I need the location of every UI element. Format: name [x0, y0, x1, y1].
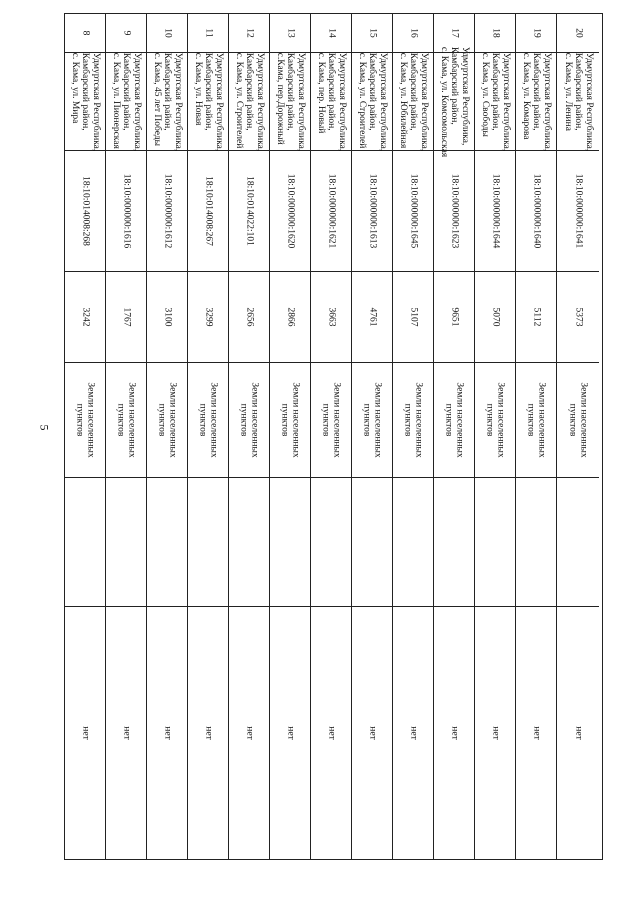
table-cell-blank [311, 478, 351, 607]
table-cell-area [65, 272, 105, 363]
cell-line: с. Кама, ул. Строителей [356, 52, 367, 148]
table-cell-note [147, 607, 187, 859]
cell-text-num: 14 [325, 28, 336, 38]
table-cell-note [311, 607, 351, 859]
cell-line: Камбарский район, [161, 52, 172, 131]
table-cell-area [106, 272, 146, 363]
cell-line: Земли населенных [85, 382, 96, 458]
table-cell-num [475, 14, 515, 53]
table-cell-num [188, 14, 228, 53]
table-cell-category [229, 363, 269, 478]
table-cell-num [311, 14, 351, 53]
page-number: 5 [37, 424, 52, 431]
table-row [311, 14, 352, 859]
cell-line: Земли населенных [578, 382, 588, 458]
cell-text-num: 11 [202, 28, 213, 38]
cell-text-area: 3299 [202, 307, 213, 327]
table-row [188, 14, 229, 859]
table-cell-cadastral [188, 151, 228, 272]
cell-text-address [151, 52, 183, 151]
table-cell-cadastral [311, 151, 351, 272]
table-cell-num [352, 14, 392, 53]
cell-line: пунктов [74, 403, 85, 437]
cell-text-area: 3663 [325, 307, 336, 327]
cell-text-num: 9 [120, 30, 131, 36]
cell-text-area: 5373 [572, 307, 583, 327]
cell-line: с. Кама, ул. Юбилейная [397, 52, 408, 148]
table-cell-address [311, 53, 351, 151]
table-cell-num [557, 14, 599, 53]
table-cell-area [393, 272, 433, 363]
cell-text-num: 16 [407, 28, 418, 38]
table-cell-category [393, 363, 433, 478]
table-row [434, 14, 475, 859]
cell-line: Удмуртская Республика, [500, 52, 511, 151]
table-cell-cadastral [352, 151, 392, 272]
table-cell-blank [229, 478, 269, 607]
cell-line: пунктов [443, 403, 454, 437]
cell-text-num: 13 [284, 28, 295, 38]
table-cell-area [516, 272, 556, 363]
table-cell-area [188, 272, 228, 363]
cell-line: Земли населенных [208, 382, 218, 458]
cell-text-cadastral: 18:10:014008:268 [80, 176, 90, 246]
cell-text-category [238, 382, 259, 457]
table-cell-blank [475, 478, 515, 607]
cell-text-area: 3100 [161, 307, 172, 327]
cell-line: Удмуртская Республика, [377, 52, 388, 151]
cell-line: Удмуртская Республика, [583, 52, 594, 151]
cell-text-num: 17 [448, 28, 459, 38]
table-cell-address [106, 53, 146, 151]
table-row [393, 14, 434, 859]
table-cell-area [352, 272, 392, 363]
cell-text-address [110, 52, 142, 151]
cell-text-address [397, 52, 429, 151]
cell-text-category [74, 382, 95, 457]
table-cell-note [557, 607, 599, 859]
cell-line: Земли населенных [536, 382, 546, 458]
cell-line: Удмуртская Республика, [418, 52, 429, 151]
cell-text-cadastral: 18:10:000000:1645 [407, 173, 418, 249]
table-cell-blank [147, 478, 187, 607]
table-cell-num [106, 14, 146, 53]
cell-line: Удмуртская Республика, [295, 52, 306, 151]
cell-text-cadastral: 18:10:000000:1640 [530, 173, 541, 249]
cell-line: пунктов [197, 403, 208, 437]
table-row [147, 14, 188, 859]
table-cell-address [393, 53, 433, 151]
cell-text-note: нет [243, 726, 254, 740]
cell-text-area: 3242 [80, 307, 90, 327]
table-cell-address [434, 46, 474, 157]
cell-text-num: 10 [161, 28, 172, 38]
table-cell-category [352, 363, 392, 478]
cell-text-category [484, 382, 505, 457]
cell-line: Удмуртская Республика, [254, 52, 265, 151]
cell-text-address [69, 52, 101, 151]
table-cell-note [352, 607, 392, 859]
table-cell-address [229, 53, 269, 151]
cell-line: Земли населенных [167, 382, 177, 458]
table-cell-blank [65, 478, 105, 607]
table-cell-category [557, 363, 599, 478]
land-plots-table [64, 13, 603, 860]
cell-text-cadastral: 18:10:000000:1612 [161, 173, 172, 249]
cell-text-category [443, 382, 464, 457]
cell-text-note: нет [448, 726, 459, 740]
cell-text-area: 5070 [489, 307, 500, 327]
cell-line: с. Кама, ул. Пионерская [110, 52, 121, 149]
cell-line: Удмуртская Республика, [172, 52, 183, 151]
cell-text-num: 19 [530, 28, 541, 38]
cell-line: Камбарский район, [572, 52, 583, 131]
cell-line: Земли населенных [331, 382, 341, 458]
cell-text-address [520, 52, 552, 151]
cell-line: Земли населенных [126, 382, 136, 458]
table-cell-note [434, 607, 474, 859]
table-cell-cadastral [270, 151, 310, 272]
cell-line: Земли населенных [372, 382, 382, 458]
cell-line: Удмуртская Республика, [131, 52, 142, 151]
table-cell-note [393, 607, 433, 859]
table-cell-num [270, 14, 310, 53]
cell-text-num: 15 [366, 28, 377, 38]
cell-line: пунктов [484, 403, 495, 437]
cell-line: Камбарский район, [243, 52, 254, 131]
cell-text-area: 1767 [120, 307, 131, 327]
cell-line: с. Кама, ул. Ленина [562, 52, 573, 131]
cell-text-cadastral: 18:10:014008:267 [202, 176, 213, 246]
cell-text-area: 5112 [530, 307, 541, 327]
table-cell-blank [557, 478, 599, 607]
cell-text-category [402, 382, 423, 457]
cell-text-address [479, 52, 511, 151]
table-row [516, 14, 557, 859]
cell-text-cadastral: 18:10:014022:101 [243, 176, 254, 246]
cell-text-category [279, 382, 300, 457]
cell-text-note: нет [530, 726, 541, 740]
cell-line: с. Кама, пер. Новый [315, 52, 326, 133]
cell-text-address [192, 52, 224, 151]
cell-text-cadastral: 18:10:000000:1623 [448, 173, 459, 249]
table-cell-num [393, 14, 433, 53]
table-row [65, 14, 106, 859]
cell-line: Камбарский район, [448, 46, 459, 125]
cell-text-note: нет [489, 726, 500, 740]
cell-line: Удмуртская Республика, [541, 52, 552, 151]
cell-text-cadastral: 18:10:000000:1613 [366, 173, 377, 249]
cell-text-area: 4761 [366, 307, 377, 327]
cell-text-category [156, 382, 177, 457]
cell-line: пунктов [402, 403, 413, 437]
table-cell-num [516, 14, 556, 53]
table-cell-category [147, 363, 187, 478]
cell-line: Земли населенных [413, 382, 423, 458]
table-cell-cadastral [106, 151, 146, 272]
table-row [270, 14, 311, 859]
cell-line: с. Кама, ул. Свободы [479, 52, 490, 137]
cell-line: Камбарский район, [407, 52, 418, 131]
table-cell-num [147, 14, 187, 53]
cell-text-area: 9651 [448, 307, 459, 327]
table-cell-address [475, 53, 515, 151]
table-cell-note [516, 607, 556, 859]
table-cell-area [147, 272, 187, 363]
cell-text-area: 5107 [407, 307, 418, 327]
cell-text-note: нет [325, 726, 336, 740]
table-cell-category [65, 363, 105, 478]
cell-line: с. Кама, 45 лет Победы [151, 52, 162, 146]
table-row [106, 14, 147, 859]
table-cell-category [188, 363, 228, 478]
cell-text-note: нет [161, 726, 172, 740]
cell-line: Удмуртская Республика, [213, 52, 224, 151]
cell-line: Удмуртская Республика, [90, 52, 101, 151]
cell-text-category [525, 382, 546, 457]
table-cell-category [475, 363, 515, 478]
cell-line: Удмуртская Республика, [336, 52, 347, 151]
cell-line: с. Кама, ул. Мира [69, 52, 80, 123]
table-cell-cadastral [393, 151, 433, 272]
cell-text-category [567, 382, 588, 457]
cell-line: Земли населенных [495, 382, 505, 458]
cell-text-cadastral: 18:10:000000:1616 [120, 173, 131, 249]
cell-line: Земли населенных [290, 382, 300, 458]
cell-line: Камбарский район, [120, 52, 131, 131]
table-row [557, 14, 599, 859]
cell-line: Камбарский район, [366, 52, 377, 131]
table-cell-note [229, 607, 269, 859]
table-cell-blank [270, 478, 310, 607]
table-cell-address [516, 53, 556, 151]
cell-text-note: нет [407, 726, 418, 740]
cell-text-cadastral: 18:10:000000:1644 [489, 173, 500, 249]
cell-line: Камбарский район, [202, 52, 213, 131]
table-cell-blank [106, 478, 146, 607]
cell-line: пунктов [361, 403, 372, 437]
cell-text-num: 12 [243, 28, 254, 38]
cell-text-cadastral: 18:10:000000:1621 [325, 173, 336, 249]
cell-text-note: нет [284, 726, 295, 740]
cell-text-address [438, 46, 470, 156]
cell-line: Камбарский район, [284, 52, 295, 131]
table-cell-note [475, 607, 515, 859]
cell-line: Камбарский район, [530, 52, 541, 131]
table-cell-area [475, 272, 515, 363]
table-cell-category [516, 363, 556, 478]
cell-line: Земли населенных [454, 382, 464, 458]
table-cell-blank [516, 478, 556, 607]
table-cell-note [65, 607, 105, 859]
cell-line: Камбарский район, [489, 52, 500, 131]
cell-text-note: нет [572, 726, 583, 740]
table-cell-note [270, 607, 310, 859]
table-cell-cadastral [475, 151, 515, 272]
table-cell-address [352, 53, 392, 151]
cell-line: с. Кама, ул. Строителей [233, 52, 244, 148]
table-cell-num [65, 14, 105, 53]
table-cell-blank [352, 478, 392, 607]
table-cell-cadastral [516, 151, 556, 272]
cell-text-num: 20 [572, 28, 583, 38]
cell-text-note: нет [366, 726, 377, 740]
cell-line: Удмуртская Республика, [459, 46, 470, 145]
table-row [229, 14, 270, 859]
table-cell-category [270, 363, 310, 478]
table-cell-address [65, 53, 105, 151]
table-row [352, 14, 393, 859]
cell-text-area: 2866 [284, 307, 295, 327]
cell-line: с.Кама, пер.Дорожный [274, 52, 285, 145]
cell-line: пунктов [279, 403, 290, 437]
cell-text-area: 2656 [243, 307, 254, 327]
cell-line: пунктов [156, 403, 167, 437]
table-cell-cadastral [229, 151, 269, 272]
cell-text-address [356, 52, 388, 151]
table-cell-area [557, 272, 599, 363]
table-cell-cadastral [147, 151, 187, 272]
cell-text-note: нет [120, 726, 131, 740]
table-cell-cadastral [65, 151, 105, 272]
cell-line: пунктов [525, 403, 536, 437]
cell-line: пунктов [320, 403, 331, 437]
table-row [475, 14, 516, 859]
cell-line: пунктов [567, 403, 578, 437]
cell-line: Камбарский район, [325, 52, 336, 131]
cell-text-category [197, 382, 218, 457]
table-cell-note [106, 607, 146, 859]
table-cell-note [188, 607, 228, 859]
table-cell-area [229, 272, 269, 363]
table-cell-cadastral [434, 151, 474, 272]
cell-text-address [233, 52, 265, 151]
table-cell-category [311, 363, 351, 478]
cell-text-cadastral: 18:10:000000:1620 [284, 173, 295, 249]
cell-text-cadastral: 18:10:000000:1641 [572, 173, 583, 249]
cell-text-address [562, 52, 594, 151]
cell-text-num: 18 [489, 28, 500, 38]
cell-text-address [315, 52, 347, 151]
table-cell-address [147, 53, 187, 151]
table-cell-blank [393, 478, 433, 607]
cell-line: с. Кама, ул. Комсомольская [438, 46, 449, 157]
table-cell-address [188, 53, 228, 151]
table-cell-cadastral [557, 151, 599, 272]
cell-text-category [361, 382, 382, 457]
table-cell-area [270, 272, 310, 363]
cell-line: Камбарский район, [80, 52, 90, 131]
cell-text-address [274, 52, 306, 151]
table-cell-address [557, 53, 599, 151]
cell-line: Земли населенных [249, 382, 259, 458]
table-cell-area [434, 272, 474, 363]
table-cell-category [434, 363, 474, 478]
table-cell-area [311, 272, 351, 363]
table-cell-address [270, 53, 310, 151]
table-cell-blank [434, 478, 474, 607]
table-cell-blank [188, 478, 228, 607]
table-cell-num [229, 14, 269, 53]
cell-line: с. Кама, ул. Комарова [520, 52, 531, 140]
cell-line: пунктов [238, 403, 249, 437]
cell-text-category [320, 382, 341, 457]
cell-line: пунктов [115, 403, 126, 437]
cell-text-num: 8 [80, 30, 90, 36]
cell-text-note: нет [202, 726, 213, 740]
cell-line: с. Кама, ул. Новая [192, 52, 203, 125]
cell-text-category [115, 382, 136, 457]
cell-text-note: нет [80, 726, 90, 740]
table-cell-category [106, 363, 146, 478]
